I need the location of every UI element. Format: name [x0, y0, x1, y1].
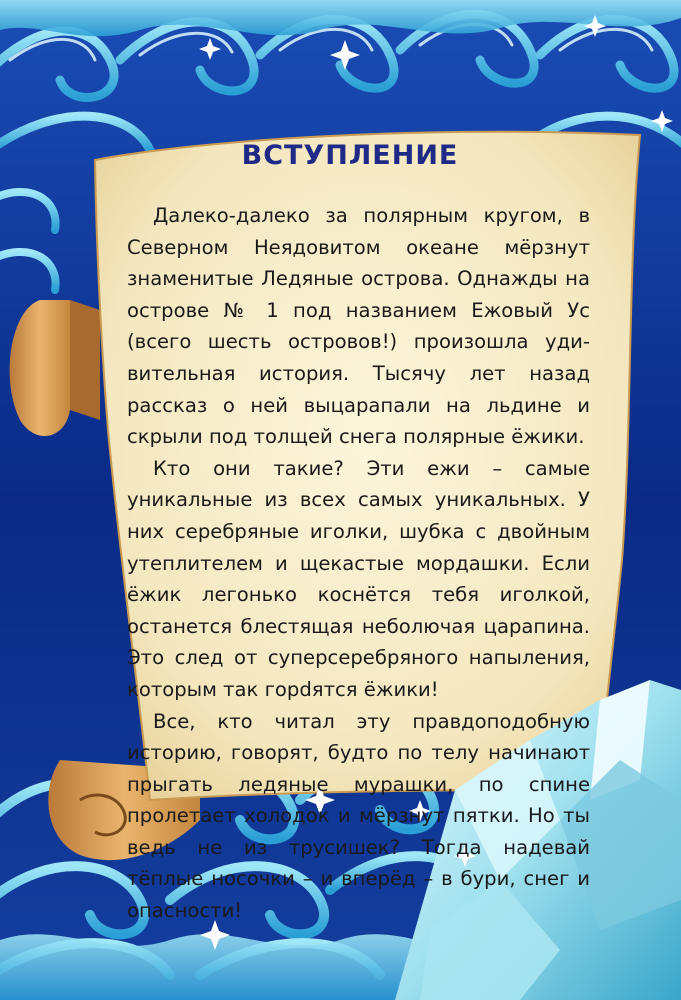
paragraph: Все, кто читал эту правдоподобную историю, говорят, будто по телу начинают прыгать ледяные мурашки, по спине пролетает холодок и мёрзнут пятки. Но ты ведь не из трусишек? Тогда надевай тёплые носочки – и вперёд – в бури, снег и опасности! [127, 709, 590, 923]
page-title: ВСТУПЛЕНИЕ [241, 140, 459, 171]
paragraph: Кто они такие? Эти ежи – самые уникальные из всех самых уникальных. У них серебряные иголки, шубка с двойным утеплителем и щекастые мордашки. Если ёжик легонько коснётся тебя иголкой, останется блестящая неболючая царапина. Это след от суперсеребряного напыления, которым так горdятся ёжики! [127, 456, 590, 701]
intro-text [127, 200, 590, 927]
paragraph: Далеко-далеко за полярным кругом, в Северном Неядовитом океане мёрзнут знаменитые Ледяные острова. Однажды на острове № 1 под названием Ежовый Ус (всего шесть островов!) произошла удивительная история. Тысячу лет назад рассказ о ней выцарапали на льдине и скрыли под толщей снега полярные ёжики. [127, 204, 590, 449]
